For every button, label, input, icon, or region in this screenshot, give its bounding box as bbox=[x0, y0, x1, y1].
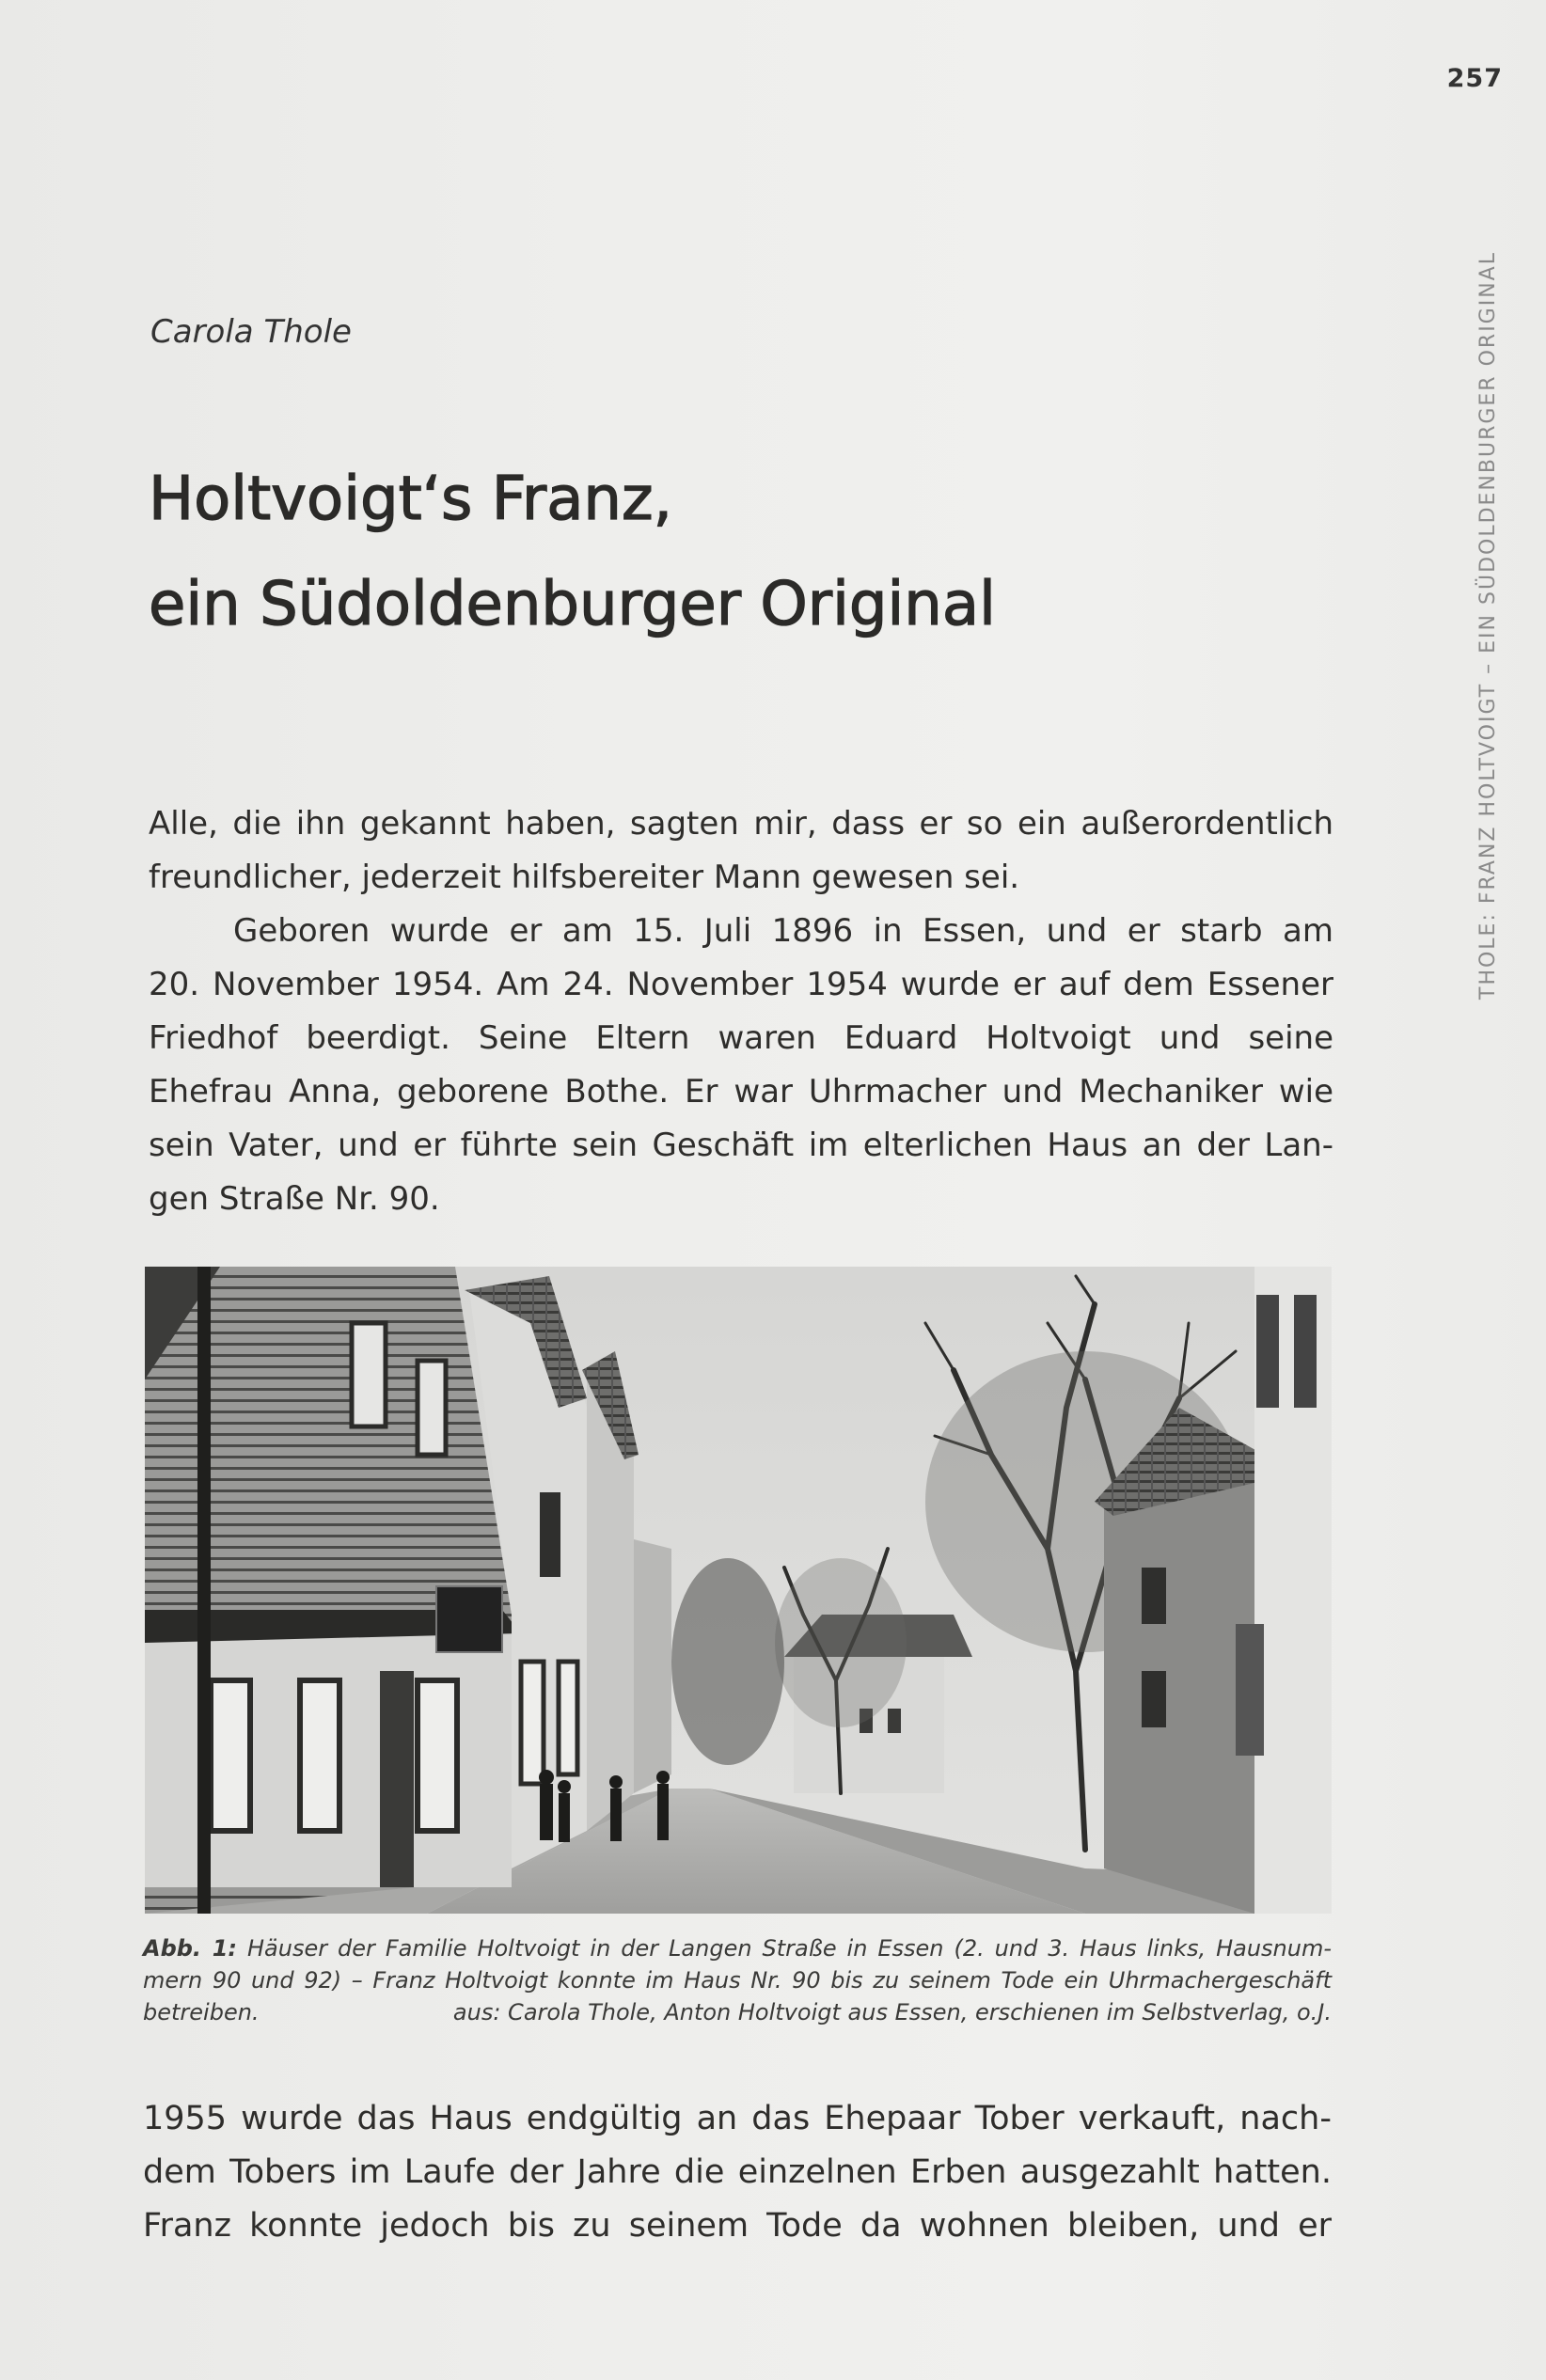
text-line: sein Vater, und er führte sein Geschäft im elterlichen Haus an der Lan- bbox=[149, 1127, 1333, 1164]
caption-text: Häuser der Familie Holtvoigt in der Langen Straße in Essen (2. und 3. Haus links, Hausnum- bbox=[246, 1935, 1332, 1962]
text-line: dem Tobers im Laufe der Jahre die einzelnen Erben ausgezahlt hatten. bbox=[143, 2153, 1332, 2191]
caption-text: betreiben. bbox=[143, 1999, 260, 2025]
text-line: Ehefrau Anna, geborene Bothe. Er war Uhrmacher und Mechaniker wie bbox=[149, 1073, 1333, 1111]
text-line: Alle, die ihn gekannt haben, sagten mir, dass er so ein außerordentlich bbox=[149, 805, 1333, 843]
text-line: 1955 wurde das Haus endgültig an das Ehepaar Tober verkauft, nach- bbox=[143, 2100, 1332, 2137]
title-line-2: ein Südoldenburger Original bbox=[149, 570, 996, 639]
caption-line bbox=[143, 1996, 1332, 2028]
caption-line: mern 90 und 92) – Franz Holtvoigt konnte im Haus Nr. 90 bis zu seinem Tode ein Uhrmachergeschäft bbox=[143, 1967, 1332, 1994]
text-line: 20. November 1954. Am 24. November 1954 wurde er auf dem Essener bbox=[149, 966, 1333, 1003]
text-line: Geboren wurde er am 15. Juli 1896 in Essen, und er starb am bbox=[233, 912, 1333, 950]
caption-line bbox=[143, 1932, 1332, 1964]
body-text-bottom bbox=[143, 2092, 1332, 2253]
historic-street-photo bbox=[145, 1267, 1332, 1914]
body-text-top bbox=[149, 797, 1333, 1226]
text-line: Friedhof beerdigt. Seine Eltern waren Eduard Holtvoigt und seine bbox=[149, 1019, 1333, 1057]
article-title bbox=[149, 447, 996, 657]
paragraph-1 bbox=[149, 797, 1333, 905]
caption-label: Abb. 1: bbox=[143, 1935, 238, 1962]
title-line-1: Holtvoigt‘s Franz, bbox=[149, 465, 672, 534]
page-number: 257 bbox=[1446, 64, 1503, 93]
paragraph-3 bbox=[143, 2092, 1332, 2253]
text-line: gen Straße Nr. 90. bbox=[149, 1180, 440, 1218]
paragraph-2 bbox=[149, 905, 1333, 1226]
text-line: freundlicher, jederzeit hilfsbereiter Mann gewesen sei. bbox=[149, 859, 1020, 896]
article-author: Carola Thole bbox=[150, 313, 352, 351]
running-head: THOLE: FRANZ HOLTVOIGT – EIN SÜDOLDENBURGER ORIGINAL bbox=[1476, 251, 1500, 1000]
text-line: Franz konnte jedoch bis zu seinem Tode da wohnen bleiben, und er bbox=[143, 2207, 1332, 2245]
figure-caption bbox=[143, 1932, 1332, 2028]
caption-source: aus: Carola Thole, Anton Holtvoigt aus Essen, erschienen im Selbstverlag, o.J. bbox=[452, 1999, 1332, 2025]
